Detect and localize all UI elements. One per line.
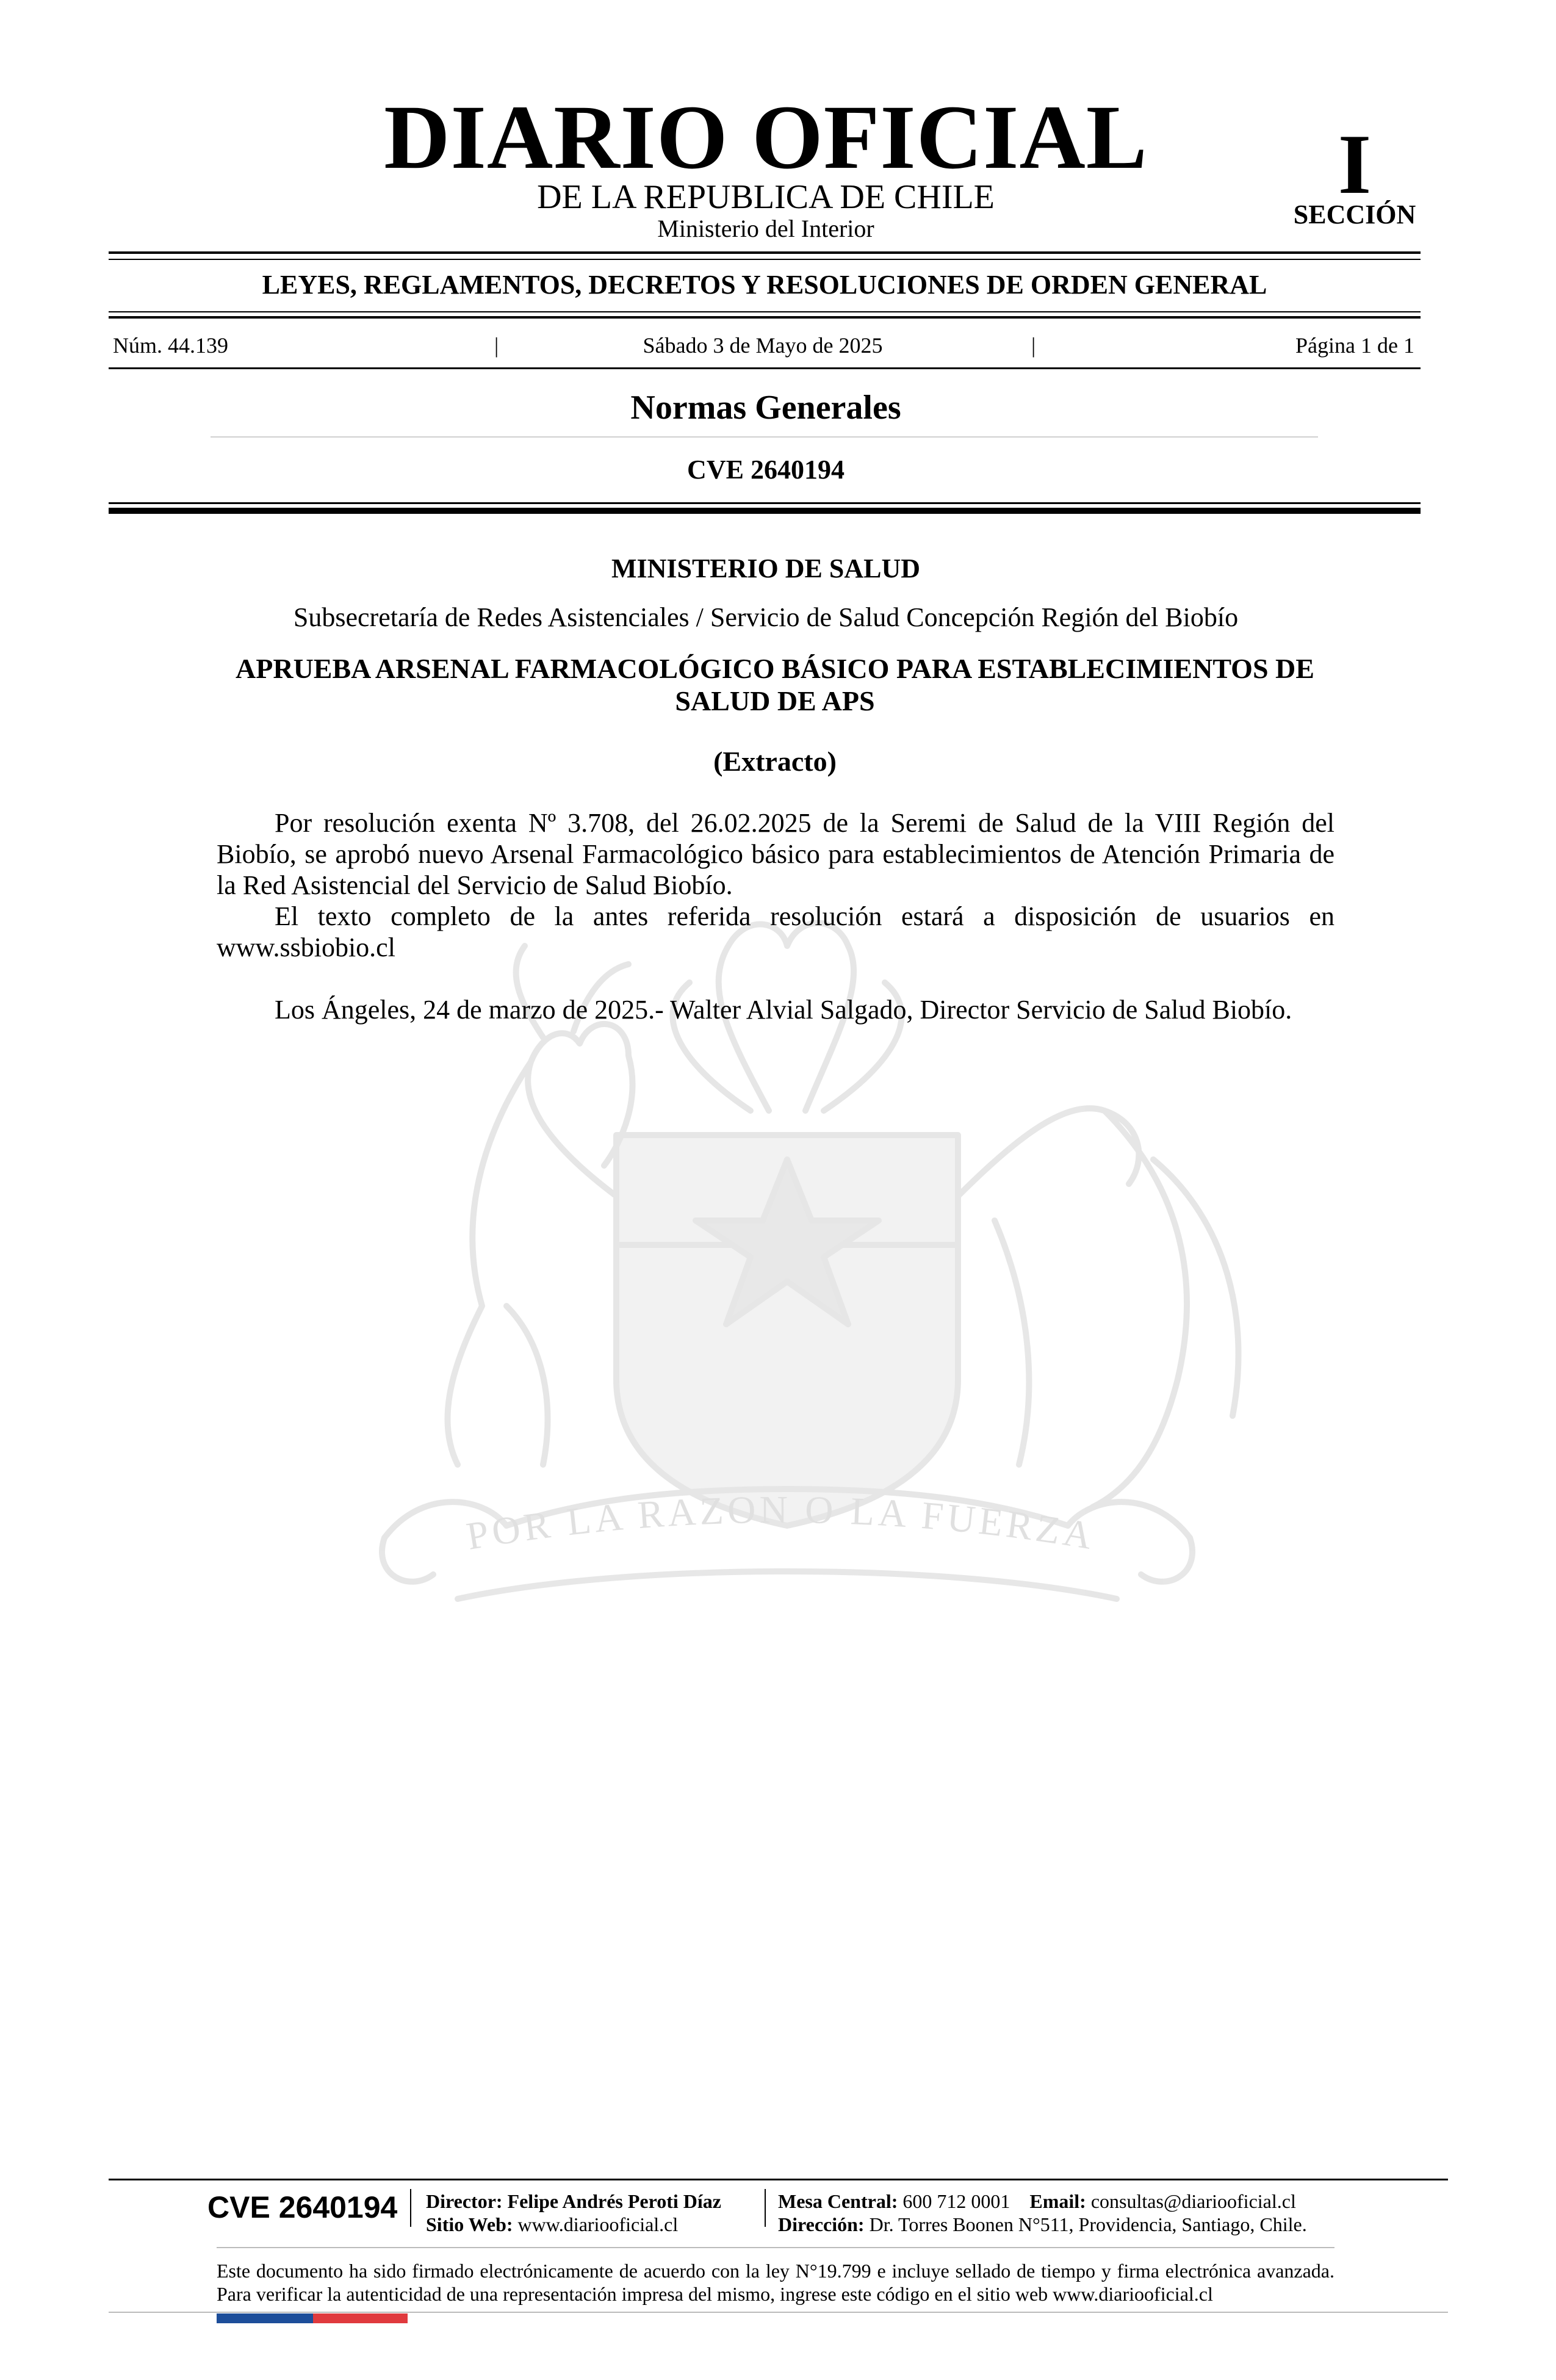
- motto-text: POR LA RAZON O LA FUERZA: [463, 1487, 1099, 1558]
- body-paragraph: Por resolución exenta Nº 3.708, del 26.02.2025 de la Seremi de Salud de la VIII Región del Biobío, se aprobó nuevo Arsenal Farmacológico básico para establecimientos de Atención Primaria de la Red Asistencial del Servicio de Salud Biobío.: [217, 808, 1334, 900]
- subsecretaria: Subsecretaría de Redes Asistenciales / Servicio de Salud Concepción Región del Biobío: [293, 602, 1239, 632]
- decree-title: APRUEBA ARSENAL FARMACOLÓGICO BÁSICO PARA ESTABLECIMIENTOS DE SALUD DE APS: [236, 653, 1314, 716]
- info-divider: [109, 367, 1421, 369]
- phone-label: Mesa Central:: [778, 2190, 898, 2212]
- director-name: Felipe Andrés Peroti Díaz: [507, 2190, 721, 2212]
- footer-separator: [765, 2189, 766, 2227]
- cve-code: CVE 2640194: [687, 455, 845, 485]
- footer-cve-code: CVE 2640194: [207, 2190, 398, 2224]
- info-separator: |: [494, 333, 499, 358]
- extract-label: (Extracto): [713, 746, 837, 777]
- footer-separator: [410, 2189, 411, 2227]
- section-numeral: I: [1338, 117, 1372, 212]
- banner-divider: [109, 311, 1421, 312]
- footer-inner-rule: [217, 2247, 1334, 2248]
- ministry-name: MINISTERIO DE SALUD: [611, 554, 921, 583]
- footer-top-rule: [109, 2179, 1448, 2180]
- website-label: Sitio Web:: [426, 2213, 513, 2235]
- masthead-title: DIARIO OFICIAL: [384, 87, 1148, 188]
- banner-divider: [109, 316, 1421, 319]
- address-label: Dirección:: [778, 2213, 865, 2235]
- website-link[interactable]: www.diariooficial.cl: [517, 2213, 679, 2235]
- issue-date: Sábado 3 de Mayo de 2025: [643, 333, 883, 358]
- heading-underline: [211, 436, 1318, 438]
- email-link[interactable]: consultas@diariooficial.cl: [1090, 2190, 1296, 2212]
- header-bottom-rule: [109, 508, 1421, 514]
- header-bottom-rule: [109, 502, 1421, 504]
- category-banner: LEYES, REGLAMENTOS, DECRETOS Y RESOLUCIONES DE ORDEN GENERAL: [262, 270, 1267, 300]
- address: Dr. Torres Boonen N°511, Providencia, Santiago, Chile.: [869, 2213, 1307, 2235]
- signature-paragraph: Los Ángeles, 24 de marzo de 2025.- Walter Alvial Salgado, Director Servicio de Salud Biobío.: [275, 995, 1292, 1025]
- masthead-divider: [109, 259, 1421, 260]
- info-separator: |: [1031, 333, 1036, 358]
- flag-stripe-red: [313, 2313, 408, 2323]
- body-paragraph: El texto completo de la antes referida resolución estará a disposición de usuarios en www.ssbiobio.cl: [217, 901, 1334, 962]
- footer-bottom-rule: [109, 2312, 1448, 2313]
- section-label: SECCIÓN: [1293, 200, 1416, 229]
- masthead-divider: [109, 251, 1421, 254]
- page-indicator: Página 1 de 1: [1295, 333, 1414, 358]
- issue-number: Núm. 44.139: [113, 333, 228, 358]
- email-label: Email:: [1029, 2190, 1086, 2212]
- flag-stripe-blue: [217, 2313, 313, 2323]
- footer-contact-info: [778, 2190, 1307, 2236]
- masthead-subtitle: DE LA REPUBLICA DE CHILE: [537, 178, 995, 216]
- phone-number: 600 712 0001: [902, 2190, 1010, 2212]
- masthead-ministry: Ministerio del Interior: [657, 215, 874, 242]
- footer-director-info: [426, 2190, 721, 2236]
- director-label: Director:: [426, 2190, 503, 2212]
- section-heading: Normas Generales: [630, 389, 901, 427]
- legal-notice: Este documento ha sido firmado electrónicamente de acuerdo con la ley N°19.799 e incluye sellado de tiempo y firma electrónica avanzada. Para verificar la autenticidad de una representación impresa del mismo, ingrese este código en el sitio web www.diariooficial.cl: [217, 2260, 1334, 2305]
